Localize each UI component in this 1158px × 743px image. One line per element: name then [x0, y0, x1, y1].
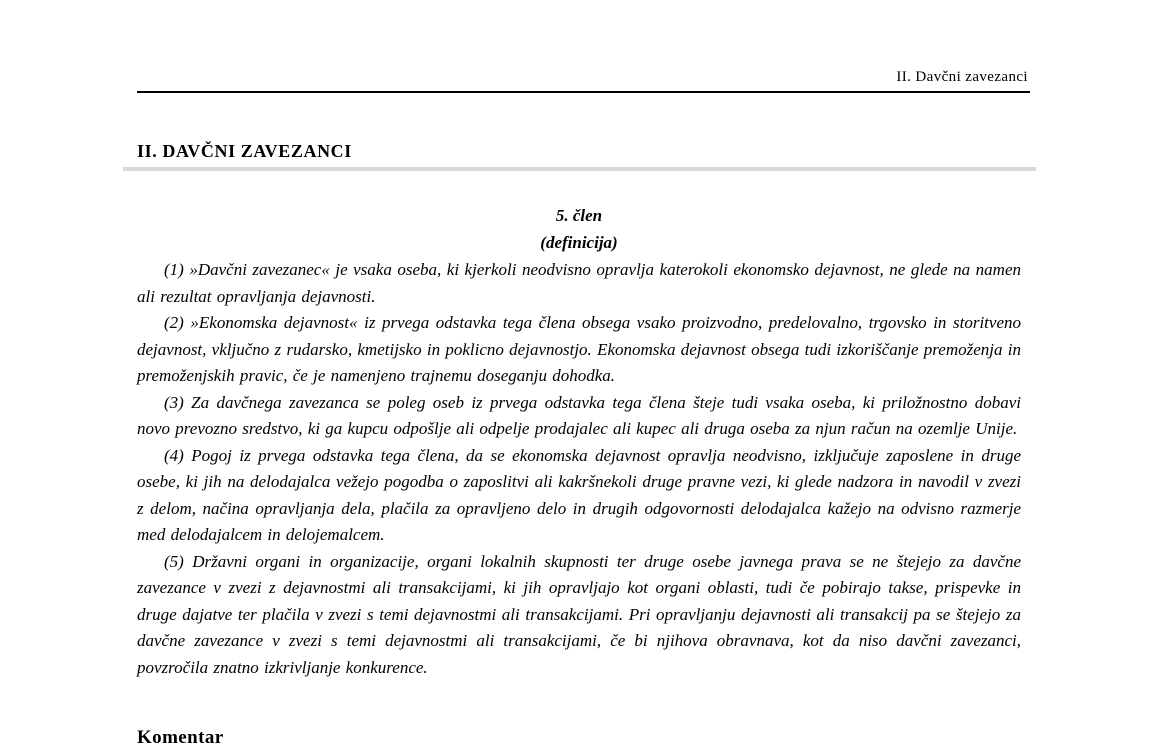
article-paragraph: (3) Za davčnega zavezanca se poleg oseb iz prvega odstavka tega člena šteje tudi vsaka oseba, ki priložnostno dobavi novo prevozno sredstvo, ki ga kupcu odpošlje ali odpelje prodajalec ali kupec ali druga oseba za njun račun na ozemlje Unije.	[137, 392, 1021, 438]
article-block	[137, 202, 1021, 681]
article-subtitle: (definicija)	[540, 233, 618, 252]
section-heading: II. DAVČNI ZAVEZANCI	[137, 141, 352, 161]
article-paragraph: (1) »Davčni zavezanec« je vsaka oseba, ki kjerkoli neodvisno opravlja katerokoli ekonomsko dejavnost, ne glede na namen ali rezultat opravljanja dejavnosti.	[137, 260, 1021, 306]
footer-heading: Komentar	[137, 727, 224, 743]
article-body	[137, 257, 1021, 681]
article-paragraph: (4) Pogoj iz prvega odstavka tega člena, da se ekonomska dejavnost opravlja neodvisno, izključuje zaposlene in druge osebe, ki jih na delodajalca vežejo pogodba o zaposlitvi ali kakršnekoli druge pravne vezi, ki glede nadzora in navodil v zvezi z delom, načina opravljanja dela, plačila za opravljeno delo in drugih odgovornosti delodajalca kažejo na odvisno razmerje med delodajalcem in delojemalcem.	[137, 445, 1021, 544]
header-rule-divider	[137, 91, 1030, 93]
running-header: II. Davčni zavezanci	[896, 69, 1028, 85]
article-number-title: 5. člen	[555, 206, 603, 225]
article-paragraph: (5) Državni organi in organizacije, organi lokalnih skupnosti ter druge osebe javnega prava se ne štejejo za davčne zavezance v zvezi z dejavnostmi ali transakcijami, ki jih opravljajo kot organi oblasti, tudi če pobirajo takse, prispevke in druge dajatve ter plačila v zvezi s temi dejavnostmi ali transakcijami. Pri opravljanju dejavnosti ali transakcij pa se štejejo za davčne zavezance v zvezi s temi dejavnostmi ali transakcijami, če bi njihova obravnava, kot da niso davčni zavezanci, povzročila znatno izkrivljanje konkurence.	[137, 551, 1021, 677]
section-divider-bar	[123, 167, 1036, 171]
article-paragraph: (2) »Ekonomska dejavnost« iz prvega odstavka tega člena obsega vsako proizvodno, predelovalno, trgovsko in storitveno dejavnost, vključno z rudarsko, kmetijsko in poklicno dejavnostjo. Ekonomska dejavnost obsega tudi izkoriščanje premoženja in premoženjskih pravic, če je namenjeno trajnemu doseganju dohodka.	[137, 313, 1021, 385]
